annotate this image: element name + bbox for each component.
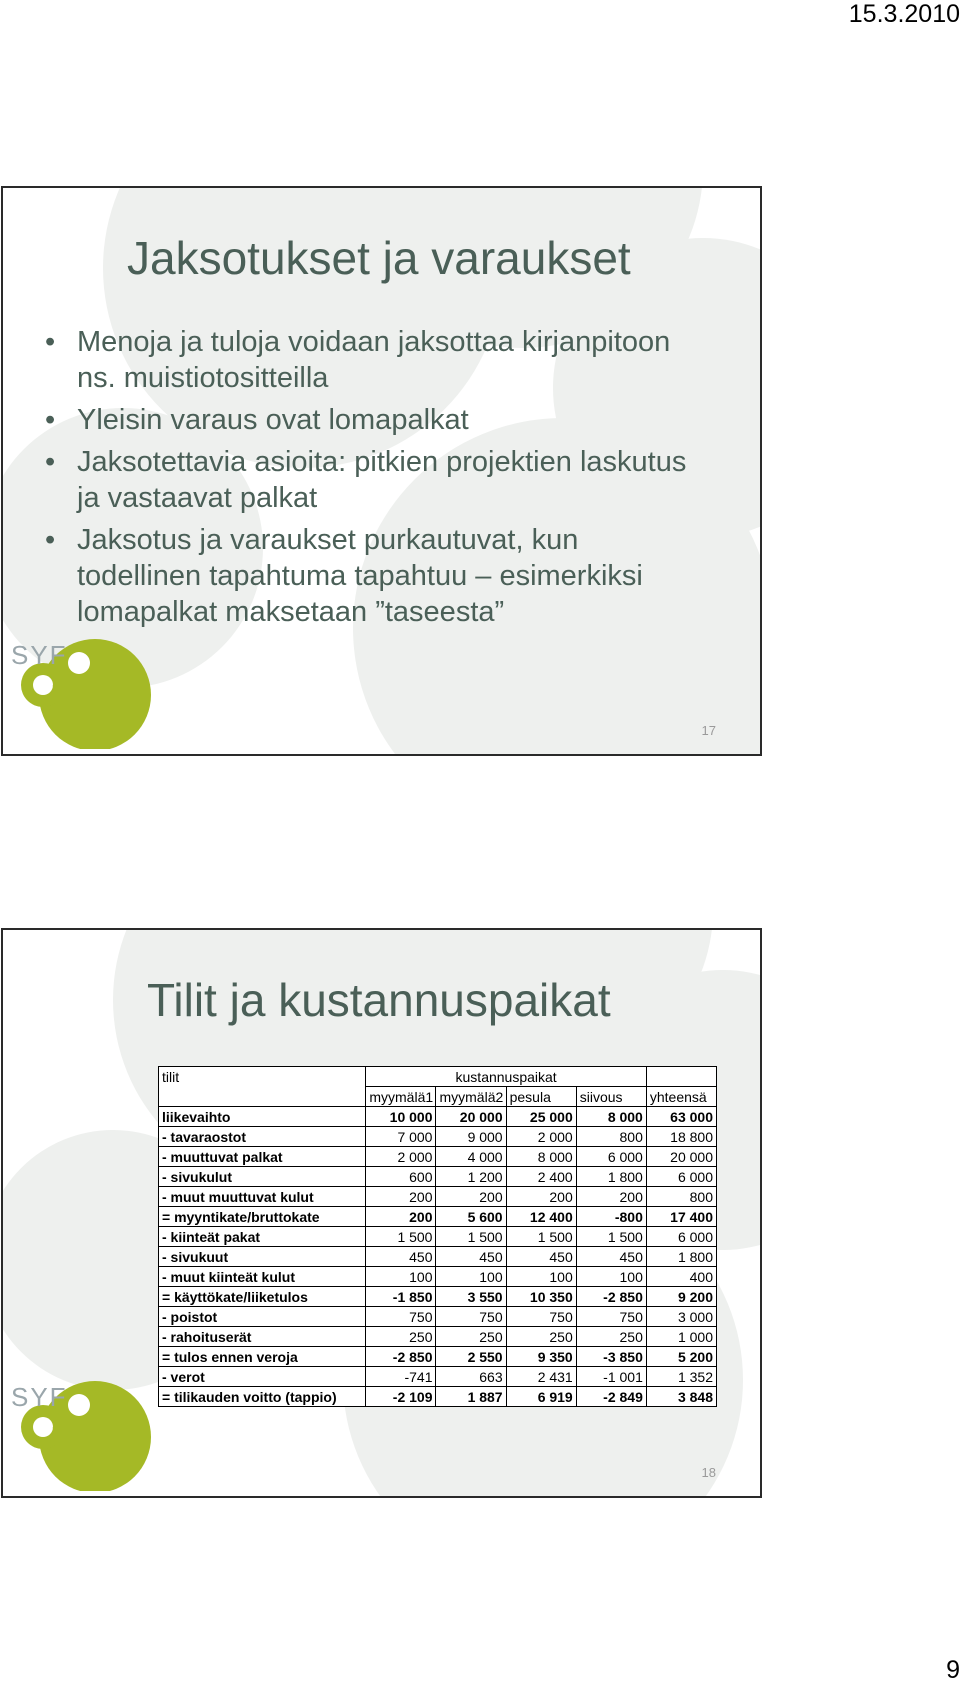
bullet-item [43, 444, 686, 516]
table-row [159, 1367, 717, 1387]
column-header: yhteensä [646, 1087, 716, 1107]
table-cell: -2 850 [576, 1287, 646, 1307]
table-cell: 750 [506, 1307, 576, 1327]
table-cell: 450 [366, 1247, 436, 1267]
table-cell: -1 850 [366, 1287, 436, 1307]
table-cell: 2 000 [366, 1147, 436, 1167]
row-label: - muuttuvat palkat [159, 1147, 366, 1167]
row-label: - muut kiinteät kulut [159, 1267, 366, 1287]
column-header: myymälä2 [436, 1087, 506, 1107]
table-cell: 3 848 [646, 1387, 716, 1407]
bullet-line: ja vastaavat palkat [77, 482, 318, 514]
table-cell: 3 000 [646, 1307, 716, 1327]
table-row [159, 1247, 717, 1267]
table-cell: 20 000 [436, 1107, 506, 1127]
table-cell: 1 352 [646, 1367, 716, 1387]
table-cell: 7 000 [366, 1127, 436, 1147]
bullet-line: Yleisin varaus ovat lomapalkat [77, 404, 469, 436]
table-cell: 17 400 [646, 1207, 716, 1227]
table-cell: 100 [436, 1267, 506, 1287]
column-header: pesula [506, 1087, 576, 1107]
table-cell: 9 350 [506, 1347, 576, 1367]
table-header-row [159, 1067, 717, 1087]
table-cell: 800 [646, 1187, 716, 1207]
row-label: - rahoituserät [159, 1327, 366, 1347]
row-label: - poistot [159, 1307, 366, 1327]
table-cell: 400 [646, 1267, 716, 1287]
table-cell: 250 [576, 1327, 646, 1347]
table-cell: 450 [576, 1247, 646, 1267]
bullet-line: todellinen tapahtuma tapahtuu – esimerkiksi [77, 560, 643, 592]
row-label: - tavaraostot [159, 1127, 366, 1147]
slide-17 [1, 186, 762, 756]
row-label: - verot [159, 1367, 366, 1387]
row-label: = tilikauden voitto (tappio) [159, 1387, 366, 1407]
table-cell: 9 000 [436, 1127, 506, 1147]
slide-title: Jaksotukset ja varaukset [127, 232, 631, 284]
table-row [159, 1307, 717, 1327]
table-cell: -741 [366, 1367, 436, 1387]
table-cell: 5 200 [646, 1347, 716, 1367]
table-cell: 2 431 [506, 1367, 576, 1387]
bullet-item [43, 324, 686, 396]
table-cell: -800 [576, 1207, 646, 1227]
column-header: siivous [576, 1087, 646, 1107]
row-label: = tulos ennen veroja [159, 1347, 366, 1367]
table-cell: 1 500 [506, 1227, 576, 1247]
table-cell: 1 500 [436, 1227, 506, 1247]
table-row [159, 1127, 717, 1147]
table-cell: -3 850 [576, 1347, 646, 1367]
page-number: 9 [946, 1656, 960, 1684]
table-cell: 450 [436, 1247, 506, 1267]
table-cell: 63 000 [646, 1107, 716, 1127]
row-label: - kiinteät pakat [159, 1227, 366, 1247]
table-cell: 18 800 [646, 1127, 716, 1147]
bullet-item [43, 402, 686, 438]
empty-header-cell [159, 1087, 366, 1107]
table-cell: 8 000 [506, 1147, 576, 1167]
table-cell: 4 000 [436, 1147, 506, 1167]
bullet-line: Menoja ja tuloja voidaan jaksottaa kirjanpitoon [77, 326, 671, 358]
table-cell: -1 001 [576, 1367, 646, 1387]
table-cell: 5 600 [436, 1207, 506, 1227]
table-cell: 2 000 [506, 1127, 576, 1147]
table-cell: 2 550 [436, 1347, 506, 1367]
table-cell: 750 [366, 1307, 436, 1327]
table-cell: 600 [366, 1167, 436, 1187]
bullet-line: Jaksotettavia asioita: pitkien projektien laskutus [77, 446, 687, 478]
table-cell: 10 350 [506, 1287, 576, 1307]
bullet-item [43, 522, 686, 630]
table-cell: 1 800 [646, 1247, 716, 1267]
table-cell: 20 000 [646, 1147, 716, 1167]
table-row [159, 1267, 717, 1287]
table-cell: 6 000 [646, 1167, 716, 1187]
logo-text: SYF [11, 1382, 68, 1412]
table-row [159, 1167, 717, 1187]
table-cell: 100 [366, 1267, 436, 1287]
slide-number: 18 [701, 1465, 716, 1480]
table-cell: 1 500 [576, 1227, 646, 1247]
table-row [159, 1287, 717, 1307]
page-date: 15.3.2010 [848, 0, 960, 28]
table-cell: 1 200 [436, 1167, 506, 1187]
group-header: kustannuspaikat [366, 1067, 647, 1087]
table-cell: 6 000 [576, 1147, 646, 1167]
row-label: - muut muuttuvat kulut [159, 1187, 366, 1207]
table-cell: 250 [366, 1327, 436, 1347]
table-cell: 200 [576, 1187, 646, 1207]
table-cell: 1 000 [646, 1327, 716, 1347]
table-column-row [159, 1087, 717, 1107]
cost-center-table [158, 1066, 717, 1407]
table-row [159, 1227, 717, 1247]
table-cell: 200 [366, 1207, 436, 1227]
table-cell: 6 000 [646, 1227, 716, 1247]
slide-18 [1, 928, 762, 1498]
table-row [159, 1107, 717, 1127]
table-cell: 12 400 [506, 1207, 576, 1227]
table-cell: 1 887 [436, 1387, 506, 1407]
slide-number: 17 [701, 723, 716, 738]
table-cell: 750 [436, 1307, 506, 1327]
table-cell: -2 109 [366, 1387, 436, 1407]
table-cell: 6 919 [506, 1387, 576, 1407]
table-cell: 9 200 [646, 1287, 716, 1307]
table-cell: 3 550 [436, 1287, 506, 1307]
table-cell: 200 [506, 1187, 576, 1207]
bullet-line: ns. muistiotositteilla [77, 362, 329, 394]
table-cell: 1 800 [576, 1167, 646, 1187]
table-cell: 8 000 [576, 1107, 646, 1127]
table-row [159, 1387, 717, 1407]
table-row [159, 1347, 717, 1367]
bullet-line: lomapalkat maksetaan ”taseesta” [77, 596, 505, 628]
table-row [159, 1187, 717, 1207]
row-label: liikevaihto [159, 1107, 366, 1127]
table-row [159, 1207, 717, 1227]
label-header: tilit [159, 1067, 366, 1087]
row-label: = myyntikate/bruttokate [159, 1207, 366, 1227]
table-cell: 750 [576, 1307, 646, 1327]
table-cell: 450 [506, 1247, 576, 1267]
table-cell: 800 [576, 1127, 646, 1147]
table-cell: 200 [366, 1187, 436, 1207]
bullet-list [43, 324, 686, 636]
table-cell: -2 849 [576, 1387, 646, 1407]
row-label: = käyttökate/liiketulos [159, 1287, 366, 1307]
table-cell: 250 [436, 1327, 506, 1347]
table-cell: -2 850 [366, 1347, 436, 1367]
table-cell: 2 400 [506, 1167, 576, 1187]
bullet-line: Jaksotus ja varaukset purkautuvat, kun [77, 524, 579, 556]
row-label: - sivukulut [159, 1167, 366, 1187]
logo-text: SYF [11, 640, 68, 670]
slide-title: Tilit ja kustannuspaikat [147, 974, 611, 1026]
table-row [159, 1147, 717, 1167]
table-cell: 100 [576, 1267, 646, 1287]
table-cell: 200 [436, 1187, 506, 1207]
table-cell: 663 [436, 1367, 506, 1387]
table-cell: 250 [506, 1327, 576, 1347]
row-label: - sivukuut [159, 1247, 366, 1267]
column-header: myymälä1 [366, 1087, 436, 1107]
table-cell: 10 000 [366, 1107, 436, 1127]
table-cell: 100 [506, 1267, 576, 1287]
table-row [159, 1327, 717, 1347]
empty-header-cell [646, 1067, 716, 1087]
table-cell: 1 500 [366, 1227, 436, 1247]
table-cell: 25 000 [506, 1107, 576, 1127]
